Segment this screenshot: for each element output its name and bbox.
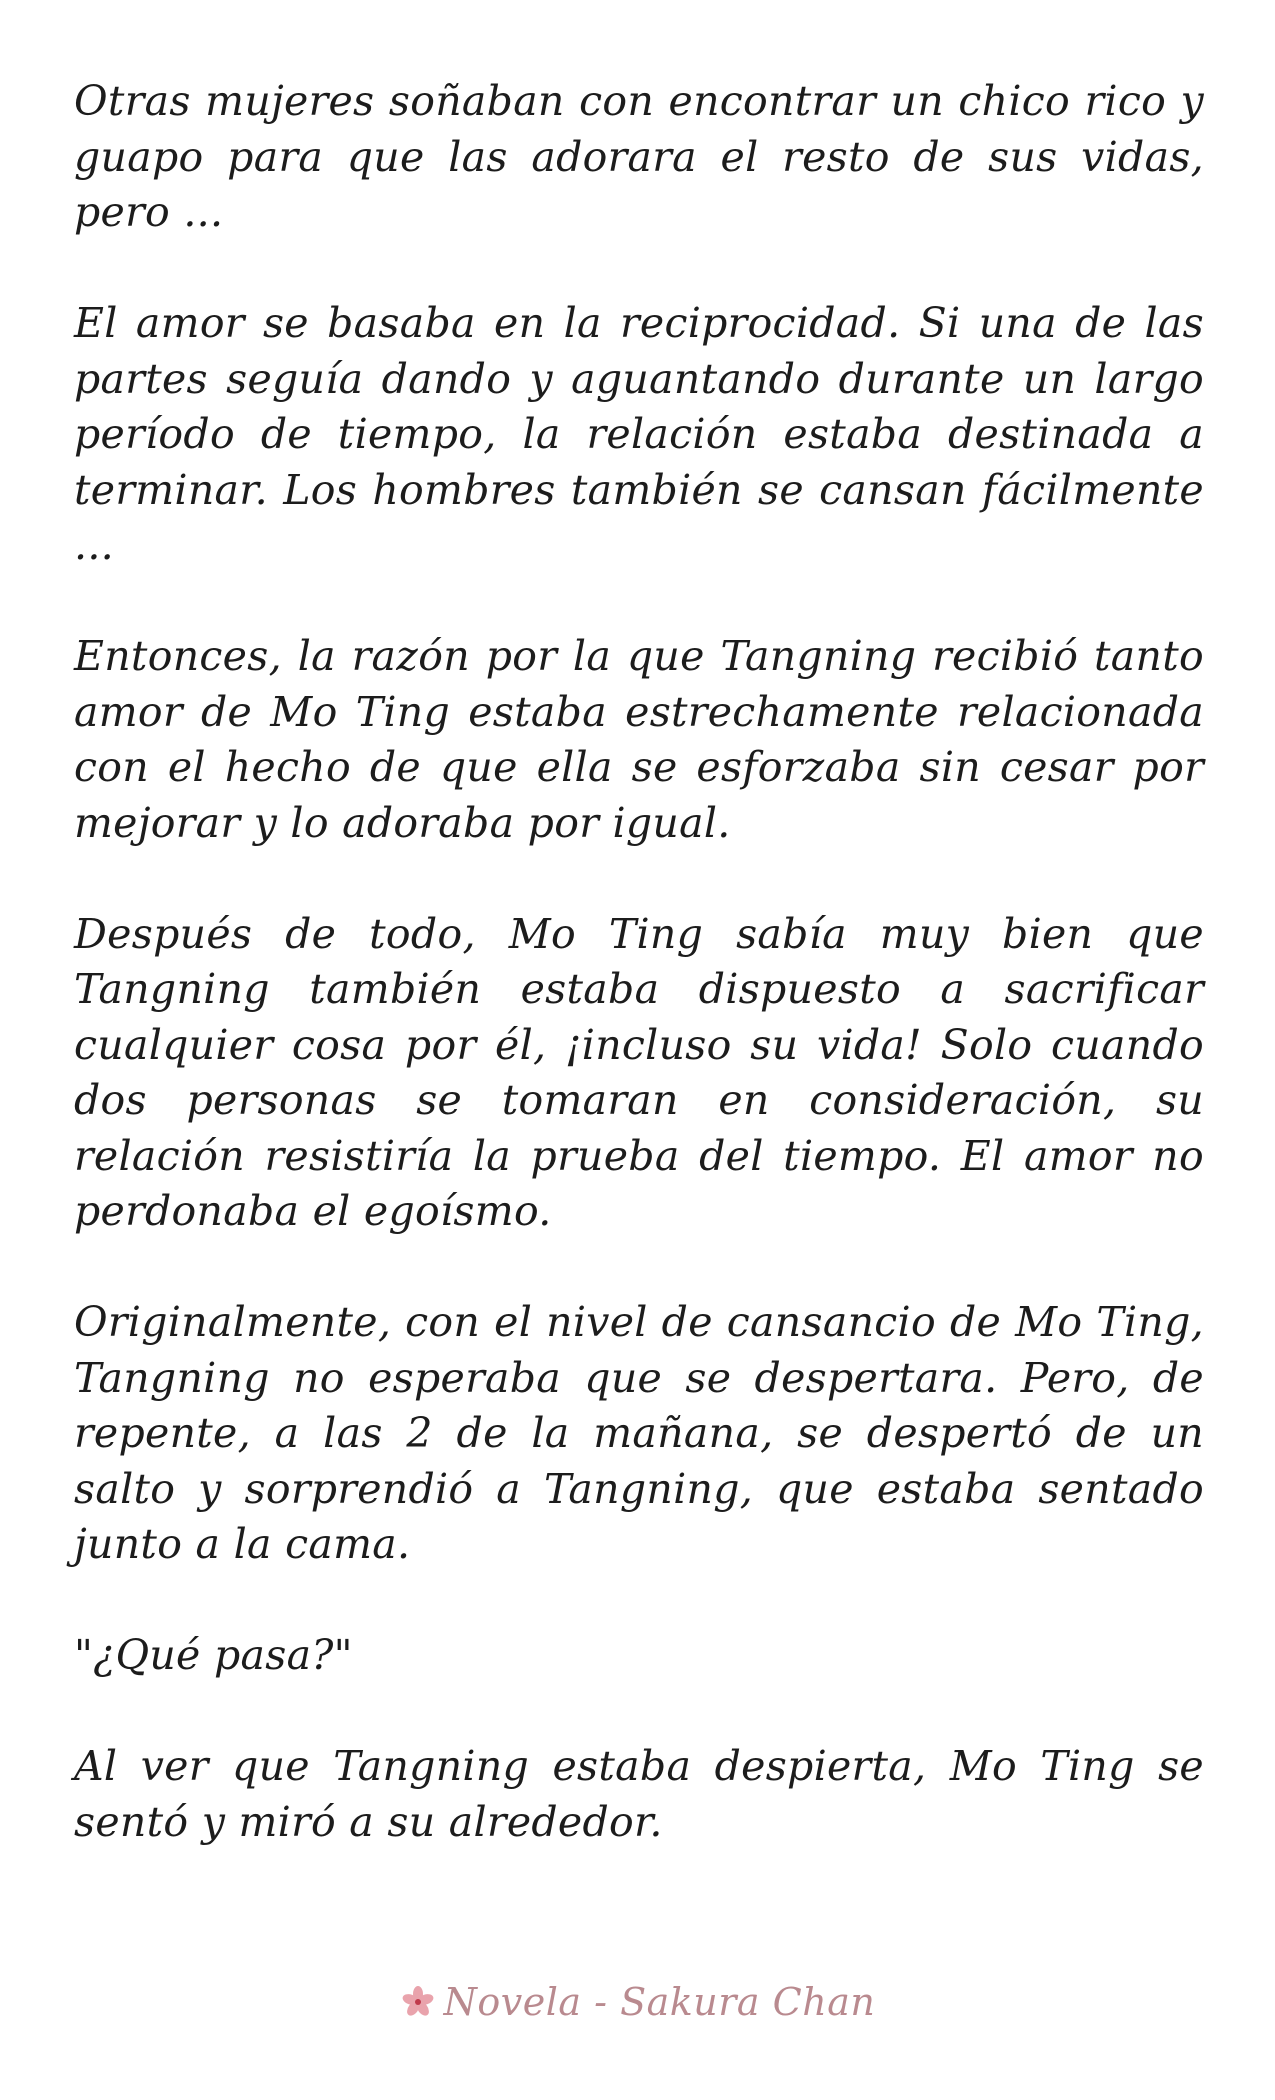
watermark-footer (0, 1980, 1275, 2024)
paragraph-7: Al ver que Tangning estaba despierta, Mo Ting se sentó y miró a su alrededor. (74, 1742, 1204, 1846)
sakura-flower-icon (400, 1984, 436, 2020)
watermark-text: Novela - Sakura Chan (443, 1980, 876, 2024)
paragraph-4: Después de todo, Mo Ting sabía muy bien que Tangning también estaba dispuesto a sacrificar cualquier cosa por él, ¡incluso su vida! Solo cuando dos personas se tomaran en consideración, su relación resistiría la prueba del tiempo. El amor no perdonaba el egoísmo. (74, 909, 1204, 1235)
paragraph-1: Otras mujeres soñaban con encontrar un chico rico y guapo para que las adorara el resto de sus vidas, pero ... (74, 77, 1204, 236)
paragraph-6: "¿Qué pasa?" (74, 1631, 353, 1679)
text-body (74, 74, 1204, 1906)
paragraph-3: Entonces, la razón por la que Tangning recibió tanto amor de Mo Ting estaba estrechamente relacionada con el hecho de que ella se esforzaba sin cesar por mejorar y lo adoraba por igual. (74, 632, 1204, 847)
paragraph-5: Originalmente, con el nivel de cansancio de Mo Ting, Tangning no esperaba que se despertara. Pero, de repente, a las 2 de la mañana, se despertó de un salto y sorprendió a Tangning, que estaba sentado junto a la cama. (74, 1298, 1204, 1568)
paragraph-2: El amor se basaba en la reciprocidad. Si una de las partes seguía dando y aguantando durante un largo período de tiempo, la relación estaba destinada a terminar. Los hombres también se cansan fácilmente ... (74, 299, 1204, 569)
